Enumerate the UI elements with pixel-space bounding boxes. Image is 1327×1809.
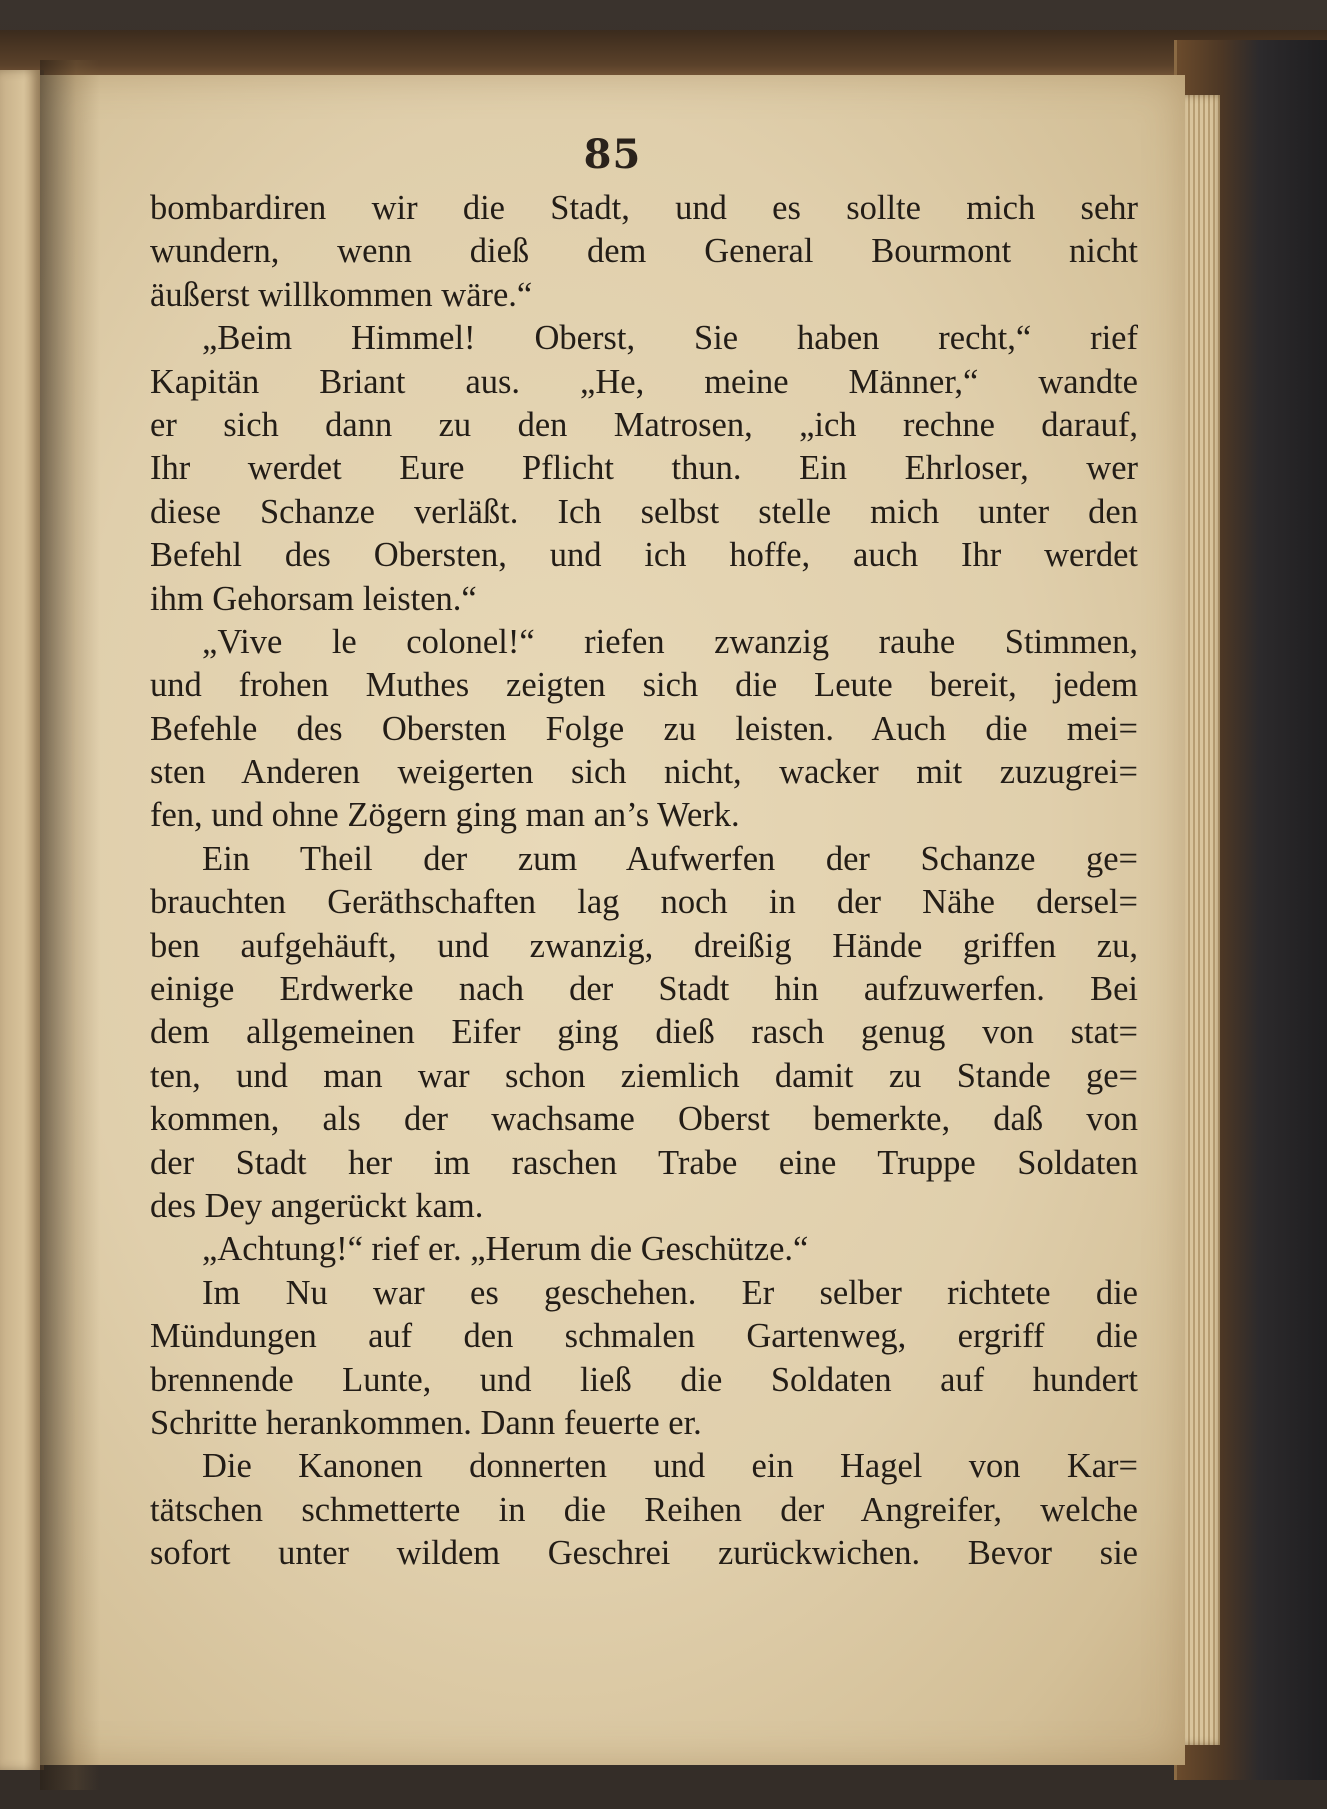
- book-gutter-shadow: [40, 60, 100, 1790]
- text-line: wundern, wenn dieß dem General Bourmont nicht: [150, 232, 1138, 271]
- text-line: fen, und ohne Zögern ging man an’s Werk.: [150, 796, 740, 835]
- text-line: diese Schanze verläßt. Ich selbst stelle mich unter den: [150, 492, 1138, 531]
- text-line: des Dey angerückt kam.: [150, 1186, 484, 1225]
- text-line: kommen, als der wachsame Oberst bemerkte, daß von: [150, 1100, 1138, 1139]
- text-line: Befehl des Obersten, und ich hoffe, auch Ihr werdet: [150, 536, 1138, 575]
- text-line: brauchten Geräthschaften lag noch in der Nähe dersel=: [150, 883, 1138, 922]
- facing-page-sliver: [0, 70, 44, 1770]
- page-number: 85: [583, 131, 642, 178]
- text-line: Mündungen auf den schmalen Gartenweg, ergriff die: [150, 1317, 1138, 1356]
- text-line: Im Nu war es geschehen. Er selber richtete die: [202, 1273, 1138, 1312]
- book-cover-top-edge: [0, 30, 1327, 80]
- text-line: und frohen Muthes zeigten sich die Leute bereit, jedem: [150, 666, 1138, 705]
- text-line: er sich dann zu den Matrosen, „ich rechne darauf,: [150, 405, 1138, 444]
- text-line: sofort unter wildem Geschrei zurückwichen. Bevor sie: [150, 1534, 1138, 1573]
- text-line: dem allgemeinen Eifer ging dieß rasch genug von stat=: [150, 1013, 1138, 1052]
- text-line: „Vive le colonel!“ riefen zwanzig rauhe Stimmen,: [202, 622, 1138, 661]
- text-line: Ein Theil der zum Aufwerfen der Schanze ge=: [202, 839, 1138, 878]
- text-line: äußerst willkommen wäre.“: [150, 275, 533, 314]
- text-line: tätschen schmetterte in die Reihen der Angreifer, welche: [150, 1490, 1138, 1529]
- text-line: „Beim Himmel! Oberst, Sie haben recht,“ rief: [202, 319, 1138, 358]
- text-line: ben aufgehäuft, und zwanzig, dreißig Hände griffen zu,: [150, 926, 1138, 965]
- text-line: ten, und man war schon ziemlich damit zu Stande ge=: [150, 1056, 1138, 1095]
- text-line: Befehle des Obersten Folge zu leisten. Auch die mei=: [150, 709, 1138, 748]
- book-page: [40, 75, 1185, 1765]
- page-body-text: [150, 187, 1138, 1576]
- text-line: einige Erdwerke nach der Stadt hin aufzuwerfen. Bei: [150, 970, 1138, 1009]
- text-line: Kapitän Briant aus. „He, meine Männer,“ wandte: [150, 362, 1138, 401]
- text-line: sten Anderen weigerten sich nicht, wacker mit zuzugrei=: [150, 753, 1138, 792]
- text-line: Ihr werdet Eure Pflicht thun. Ein Ehrloser, wer: [150, 449, 1138, 488]
- text-line: bombardiren wir die Stadt, und es sollte mich sehr: [150, 189, 1138, 227]
- text-line: Die Kanonen donnerten und ein Hagel von Kar=: [202, 1447, 1138, 1486]
- text-line: der Stadt her im raschen Trabe eine Truppe Soldaten: [150, 1143, 1138, 1182]
- text-line: „Achtung!“ rief er. „Herum die Geschütze.“: [202, 1230, 809, 1269]
- text-line: Schritte herankommen. Dann feuerte er.: [150, 1403, 702, 1442]
- page-edge-stack: [1180, 95, 1220, 1745]
- text-line: brennende Lunte, und ließ die Soldaten auf hundert: [150, 1360, 1138, 1399]
- text-line: ihm Gehorsam leisten.“: [150, 579, 477, 618]
